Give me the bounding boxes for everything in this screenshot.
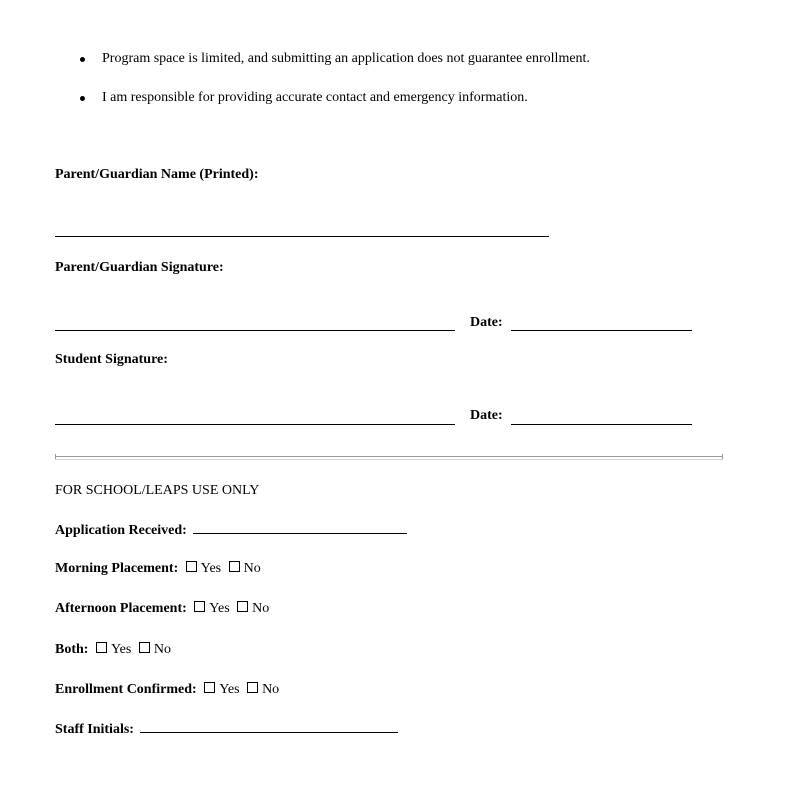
student-date-label: Date:: [470, 408, 503, 423]
morning-placement-label: Morning Placement:: [55, 561, 179, 576]
morning-yes-label: Yes: [200, 561, 222, 576]
student-signature-label: Student Signature:: [55, 352, 168, 367]
application-received-row: [55, 521, 407, 539]
enrollment-no-checkbox[interactable]: [247, 682, 258, 693]
both-no-checkbox[interactable]: [139, 642, 150, 653]
parent-name-label: Parent/Guardian Name (Printed):: [55, 167, 259, 182]
morning-no-label: No: [243, 561, 261, 576]
afternoon-no-checkbox[interactable]: [237, 601, 248, 612]
application-received-field[interactable]: [193, 521, 407, 534]
enrollment-no-label: No: [262, 682, 280, 697]
bullet-icon: [80, 57, 85, 62]
staff-initials-label: Staff Initials:: [55, 722, 134, 737]
afternoon-yes-checkbox[interactable]: [194, 601, 205, 612]
afternoon-placement-row: [55, 601, 269, 617]
bullet-icon: [80, 96, 85, 101]
student-signature-field[interactable]: [55, 412, 455, 425]
term-item-limited-space: Program space is limited, and submitting an application does not guarantee enrollment.: [102, 51, 590, 66]
application-received-label: Application Received:: [55, 523, 187, 538]
morning-placement-row: [55, 561, 261, 577]
both-no-label: No: [153, 642, 171, 657]
enrollment-yes-checkbox[interactable]: [204, 682, 215, 693]
afternoon-no-label: No: [252, 601, 270, 616]
afternoon-yes-label: Yes: [209, 601, 230, 616]
term-item-responsibility: I am responsible for providing accurate contact and emergency information.: [102, 90, 528, 105]
parent-signature-field[interactable]: [55, 318, 455, 331]
enrollment-confirmed-row: [55, 682, 279, 698]
student-date-field[interactable]: [511, 412, 692, 425]
parent-date-field[interactable]: [511, 318, 692, 331]
enrollment-yes-label: Yes: [219, 682, 240, 697]
both-yes-label: Yes: [110, 642, 132, 657]
afternoon-placement-label: Afternoon Placement:: [55, 601, 187, 616]
enrollment-confirmed-label: Enrollment Confirmed:: [55, 682, 197, 697]
staff-initials-field[interactable]: [140, 720, 398, 733]
both-yes-checkbox[interactable]: [96, 642, 107, 653]
both-label: Both:: [55, 642, 89, 657]
morning-no-checkbox[interactable]: [229, 561, 240, 572]
parent-date-label: Date:: [470, 315, 503, 330]
office-use-heading: FOR SCHOOL/LEAPS USE ONLY: [55, 483, 260, 498]
staff-initials-row: [55, 720, 398, 738]
parent-signature-label: Parent/Guardian Signature:: [55, 260, 224, 275]
morning-yes-checkbox[interactable]: [186, 561, 197, 572]
parent-name-field[interactable]: [55, 224, 549, 237]
section-divider: [55, 456, 723, 460]
both-row: [55, 642, 171, 658]
